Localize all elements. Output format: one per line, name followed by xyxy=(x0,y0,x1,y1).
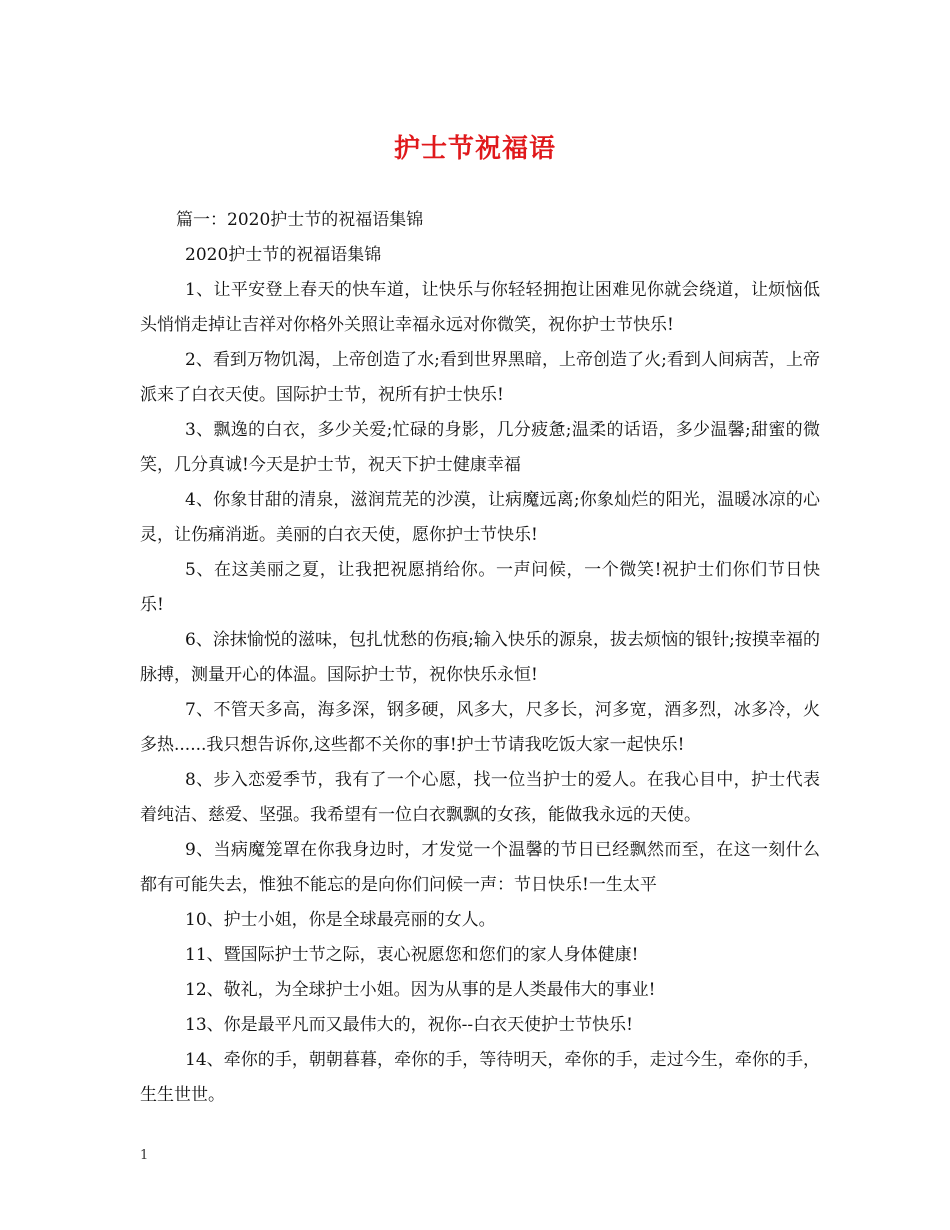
list-item: 14、牵你的手，朝朝暮暮，牵你的手，等待明天，牵你的手，走过今生，牵你的手，生生世世。 xyxy=(140,1050,820,1105)
list-item: 8、步入恋爱季节，我有了一个心愿，找一位当护士的爱人。在我心目中，护士代表着纯洁、慈爱、坚强。我希望有一位白衣飘飘的女孩，能做我永远的天使。 xyxy=(140,770,820,825)
list-item: 7、不管天多高，海多深，钢多硬，风多大，尺多长，河多宽，酒多烈，冰多冷，火多热......我只想告诉你,这些都不关你的事!护士节请我吃饭大家一起快乐! xyxy=(140,700,820,755)
list-item: 4、你象甘甜的清泉，滋润荒芜的沙漠，让病魔远离;你象灿烂的阳光，温暖冰凉的心灵，让伤痛消逝。美丽的白衣天使，愿你护士节快乐! xyxy=(140,490,820,545)
list-item: 1、让平安登上春天的快车道，让快乐与你轻轻拥抱让困难见你就会绕道，让烦恼低头悄悄走掉让吉祥对你格外关照让幸福永远对你微笑，祝你护士节快乐! xyxy=(140,280,820,335)
document-body xyxy=(140,203,820,1113)
list-item: 5、在这美丽之夏，让我把祝愿捎给你。一声问候，一个微笑!祝护士们你们节日快乐! xyxy=(140,560,820,615)
section-heading: 篇一：2020护士节的祝福语集锦 xyxy=(176,210,424,230)
page-number: 1 xyxy=(140,1148,149,1163)
list-item: 2、看到万物饥渴，上帝创造了水;看到世界黑暗，上帝创造了火;看到人间病苦，上帝派来了白衣天使。国际护士节，祝所有护士快乐! xyxy=(140,350,820,405)
list-item: 9、当病魔笼罩在你我身边时，才发觉一个温馨的节日已经飘然而至，在这一刻什么都有可能失去，惟独不能忘的是向你们问候一声：节日快乐!一生太平 xyxy=(140,840,820,895)
list-item: 11、暨国际护士节之际，衷心祝愿您和您们的家人身体健康! xyxy=(185,945,639,965)
list-item: 10、护士小姐，你是全球最亮丽的女人。 xyxy=(185,910,496,930)
list-item: 3、飘逸的白衣，多少关爱;忙碌的身影，几分疲惫;温柔的话语，多少温馨;甜蜜的微笑，几分真诚!今天是护士节，祝天下护士健康幸福 xyxy=(140,420,820,475)
list-item: 12、敬礼，为全球护士小姐。因为从事的是人类最伟大的事业! xyxy=(185,980,656,1000)
subheading: 2020护士节的祝福语集锦 xyxy=(185,245,382,265)
list-item: 6、涂抹愉悦的滋味，包扎忧愁的伤痕;输入快乐的源泉，拔去烦恼的银针;按摸幸福的脉搏，测量开心的体温。国际护士节，祝你快乐永恒! xyxy=(140,630,820,685)
list-item: 13、你是最平凡而又最伟大的，祝你--白衣天使护士节快乐! xyxy=(185,1015,633,1035)
document-title: 护士节祝福语 xyxy=(393,134,556,164)
